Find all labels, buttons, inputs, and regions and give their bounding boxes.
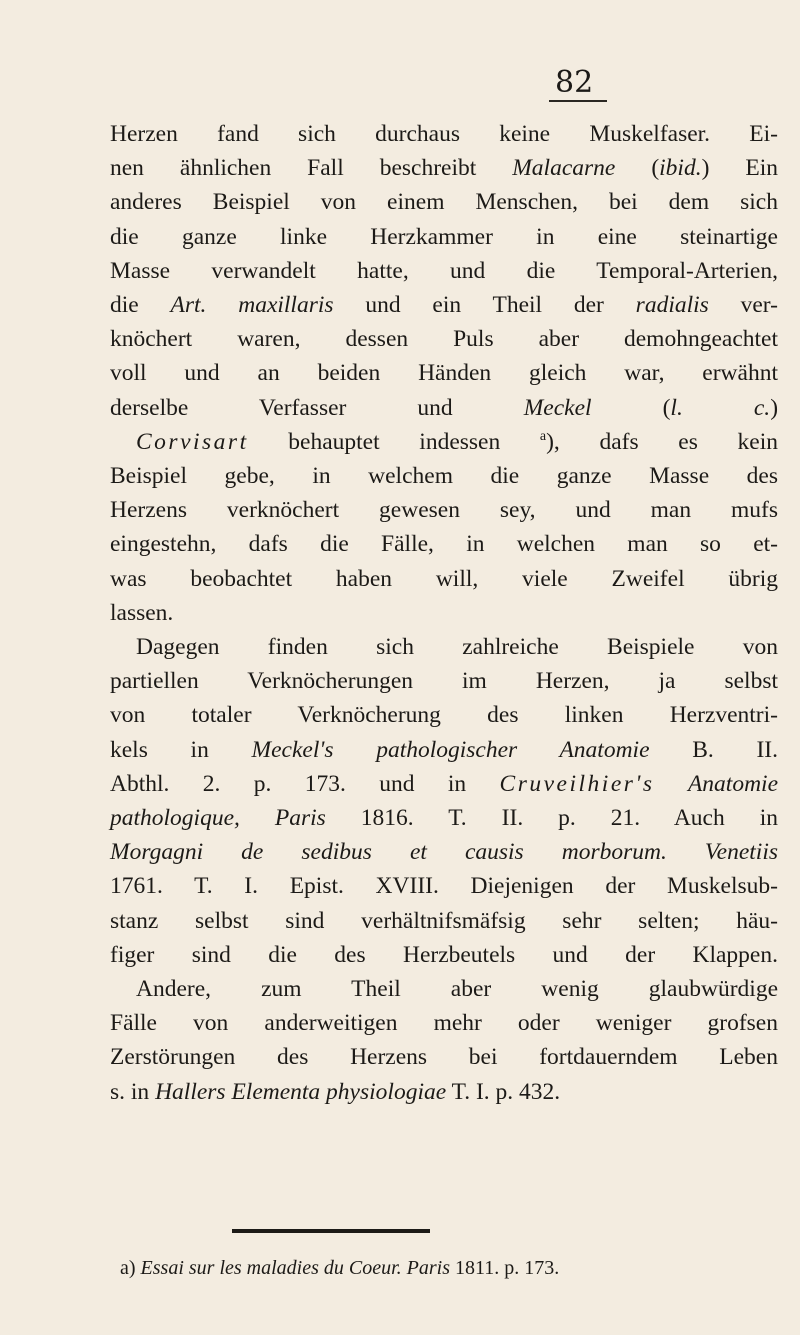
text-run: Beispiel gebe, in welchem die ganze Masse des: [110, 463, 778, 490]
text-run: B. II.: [649, 736, 778, 763]
text-line: [110, 1006, 778, 1040]
text-run: 1761. T. I. Epist. XVIII. Diejenigen der Muskelsub-: [110, 873, 778, 900]
text-run: T. I. p. 432.: [446, 1078, 561, 1105]
text-line: [110, 972, 778, 1006]
text-line: [110, 391, 778, 425]
italic-run: Anatomie: [687, 770, 779, 797]
text-line: [110, 904, 778, 938]
footnote-marker: a: [539, 429, 547, 444]
text-line: [110, 733, 778, 767]
text-run: 1816. T. II. p. 21. Auch in: [325, 805, 778, 832]
text-run: Herzen fand sich durchaus keine Muskelfaser. Ei-: [110, 121, 778, 147]
text-run: die ganze linke Herzkammer in eine steinartige: [110, 223, 778, 250]
text-run: 1811. p. 173.: [450, 1257, 560, 1279]
page-number-rule: [549, 100, 607, 102]
text-run: eingestehn, dafs die Fälle, in welchen man so et-: [110, 531, 778, 558]
text-run: stanz selbst sind verhältnifsmäfsig sehr selten; häu-: [110, 907, 778, 934]
text-run: Masse verwandelt hatte, und die Temporal-Arterien,: [110, 257, 778, 284]
text-line: [110, 835, 778, 869]
text-line: [110, 801, 778, 835]
text-run: Dagegen finden sich zahlreiche Beispiele von: [136, 634, 778, 661]
text-run: die: [110, 292, 171, 319]
text-line: [110, 767, 778, 801]
text-run: behauptet indessen: [248, 428, 540, 455]
italic-run: Malacarne: [512, 155, 616, 182]
text-run: ), dafs es kein: [546, 428, 778, 455]
italic-run: Meckel: [523, 394, 592, 421]
text-run: kels in: [110, 736, 252, 763]
text-line: [110, 562, 778, 596]
text-line: [110, 698, 778, 732]
italic-run: Art. maxillaris: [170, 292, 334, 319]
italic-run: Essai sur les maladies du Coeur. Paris: [140, 1257, 451, 1279]
text-line: [110, 254, 778, 288]
italic-run: Hallers Elementa physiologiae: [155, 1078, 447, 1105]
text-line: [110, 322, 778, 356]
italic-run: ibid.: [659, 155, 702, 182]
text-line: [110, 220, 778, 254]
text-line: [110, 459, 778, 493]
text-run: partiellen Verknöcherungen im Herzen, ja selbst: [110, 668, 778, 695]
text-run: figer sind die des Herzbeutels und der Klappen.: [110, 941, 778, 968]
text-line: [110, 288, 778, 322]
italic-run: Morgagni de sedibus et causis morborum. Venetiis: [110, 839, 778, 866]
text-run: [655, 771, 688, 797]
text-line: [110, 869, 778, 903]
italic-run: l. c.: [670, 394, 771, 421]
text-run: ) Ein: [701, 155, 778, 182]
text-run: voll und an beiden Händen gleich war, erwähnt: [110, 360, 778, 387]
text-line: [110, 356, 778, 390]
text-line: [110, 1075, 778, 1109]
body-text: [110, 117, 778, 1109]
text-run: Abthl. 2. p. 173. und in: [110, 770, 500, 797]
footnote-rule: [232, 1229, 430, 1233]
text-line: [110, 664, 778, 698]
text-run: Herzens verknöchert gewesen sey, und man mufs: [110, 497, 778, 524]
page-number: 82: [555, 65, 594, 100]
text-line: [110, 151, 778, 185]
spaced-italic-run: Corvisart: [136, 428, 249, 455]
footnote: [120, 1255, 780, 1281]
text-run: und ein Theil der: [333, 292, 636, 319]
italic-run: pathologique, Paris: [110, 805, 326, 832]
text-line: [110, 1040, 778, 1074]
text-run: Fälle von anderweitigen mehr oder weniger grofsen: [110, 1010, 778, 1037]
text-run: Andere, zum Theil aber wenig glaubwürdige: [136, 976, 778, 1003]
text-line: [110, 185, 778, 219]
text-run: nen ähnlichen Fall beschreibt: [110, 155, 513, 182]
spaced-italic-run: Cruveilhier's: [499, 770, 655, 797]
text-run: lassen.: [110, 599, 174, 626]
text-run: ): [770, 394, 779, 421]
text-run: knöchert waren, dessen Puls aber demohngeachtet: [110, 326, 778, 353]
text-line: [110, 425, 778, 459]
text-line: [110, 596, 778, 630]
text-run: Zerstörungen des Herzens bei fortdauerndem Leben: [110, 1044, 778, 1071]
text-run: anderes Beispiel von einem Menschen, bei dem sich: [110, 189, 778, 216]
text-run: was beobachtet haben will, viele Zweifel übrig: [110, 565, 778, 592]
italic-run: radialis: [635, 292, 709, 319]
text-run: von totaler Verknöcherung des linken Herzventri-: [110, 702, 778, 729]
text-run: derselbe Verfasser und: [110, 394, 524, 421]
text-line: [110, 630, 778, 664]
text-run: (: [615, 155, 660, 182]
text-run: ver-: [708, 292, 778, 319]
italic-run: Meckel's pathologischer Anatomie: [251, 736, 650, 763]
text-run: s. in: [110, 1078, 156, 1105]
text-line: [110, 493, 778, 527]
text-run: (: [591, 394, 671, 421]
text-line: [110, 938, 778, 972]
text-line: [110, 527, 778, 561]
text-run: a): [120, 1257, 141, 1279]
text-line: [110, 117, 778, 151]
